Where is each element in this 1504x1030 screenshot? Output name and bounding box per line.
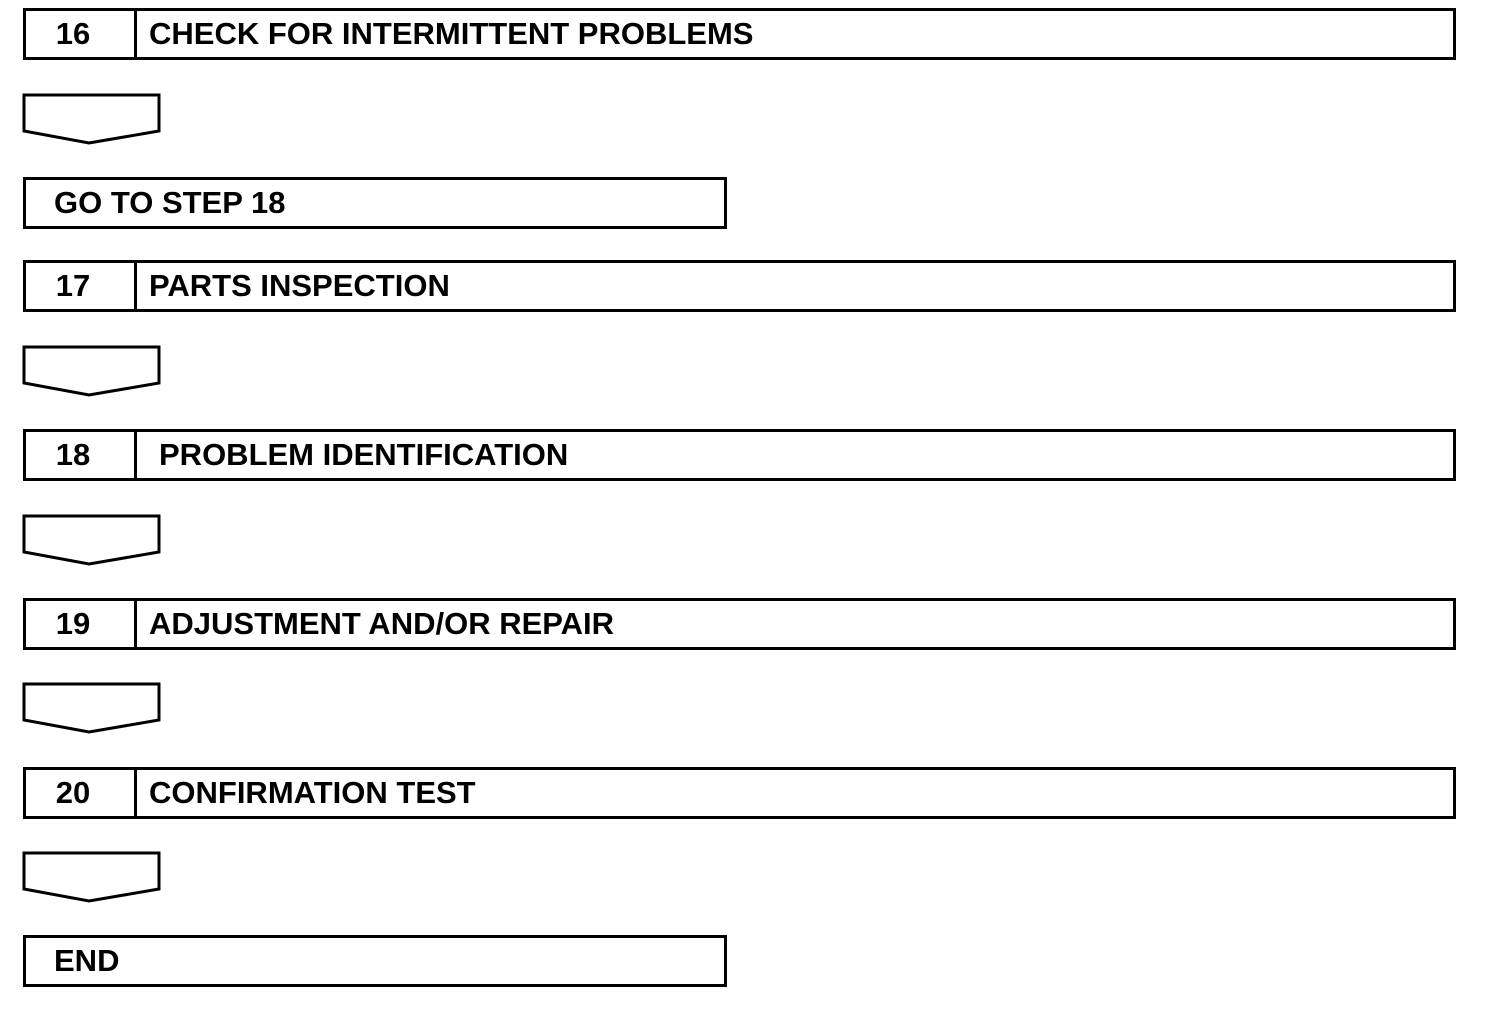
step-18-box [23, 429, 1456, 481]
down-arrow-icon [22, 682, 162, 734]
step-title: CHECK FOR INTERMITTENT PROBLEMS [149, 16, 754, 51]
step-number: 18 [26, 432, 137, 478]
down-arrow-icon [22, 851, 162, 903]
step-number: 17 [26, 263, 137, 309]
end-label: END [54, 943, 120, 978]
down-arrow-icon [22, 514, 162, 566]
step-number: 19 [26, 601, 137, 647]
step-title: PROBLEM IDENTIFICATION [159, 437, 569, 472]
step-number: 16 [26, 11, 137, 57]
step-19-box [23, 598, 1456, 650]
step-number: 20 [26, 770, 137, 816]
step-20-box [23, 767, 1456, 819]
step-title: PARTS INSPECTION [149, 268, 450, 303]
step-title: ADJUSTMENT AND/OR REPAIR [149, 606, 615, 641]
goto-label: GO TO STEP 18 [54, 185, 286, 220]
down-arrow-icon [22, 345, 162, 397]
step-16-box [23, 8, 1456, 60]
end-box [23, 935, 727, 987]
step-17-box [23, 260, 1456, 312]
down-arrow-icon [22, 93, 162, 145]
goto-step-18-box [23, 177, 727, 229]
step-title: CONFIRMATION TEST [149, 775, 476, 810]
